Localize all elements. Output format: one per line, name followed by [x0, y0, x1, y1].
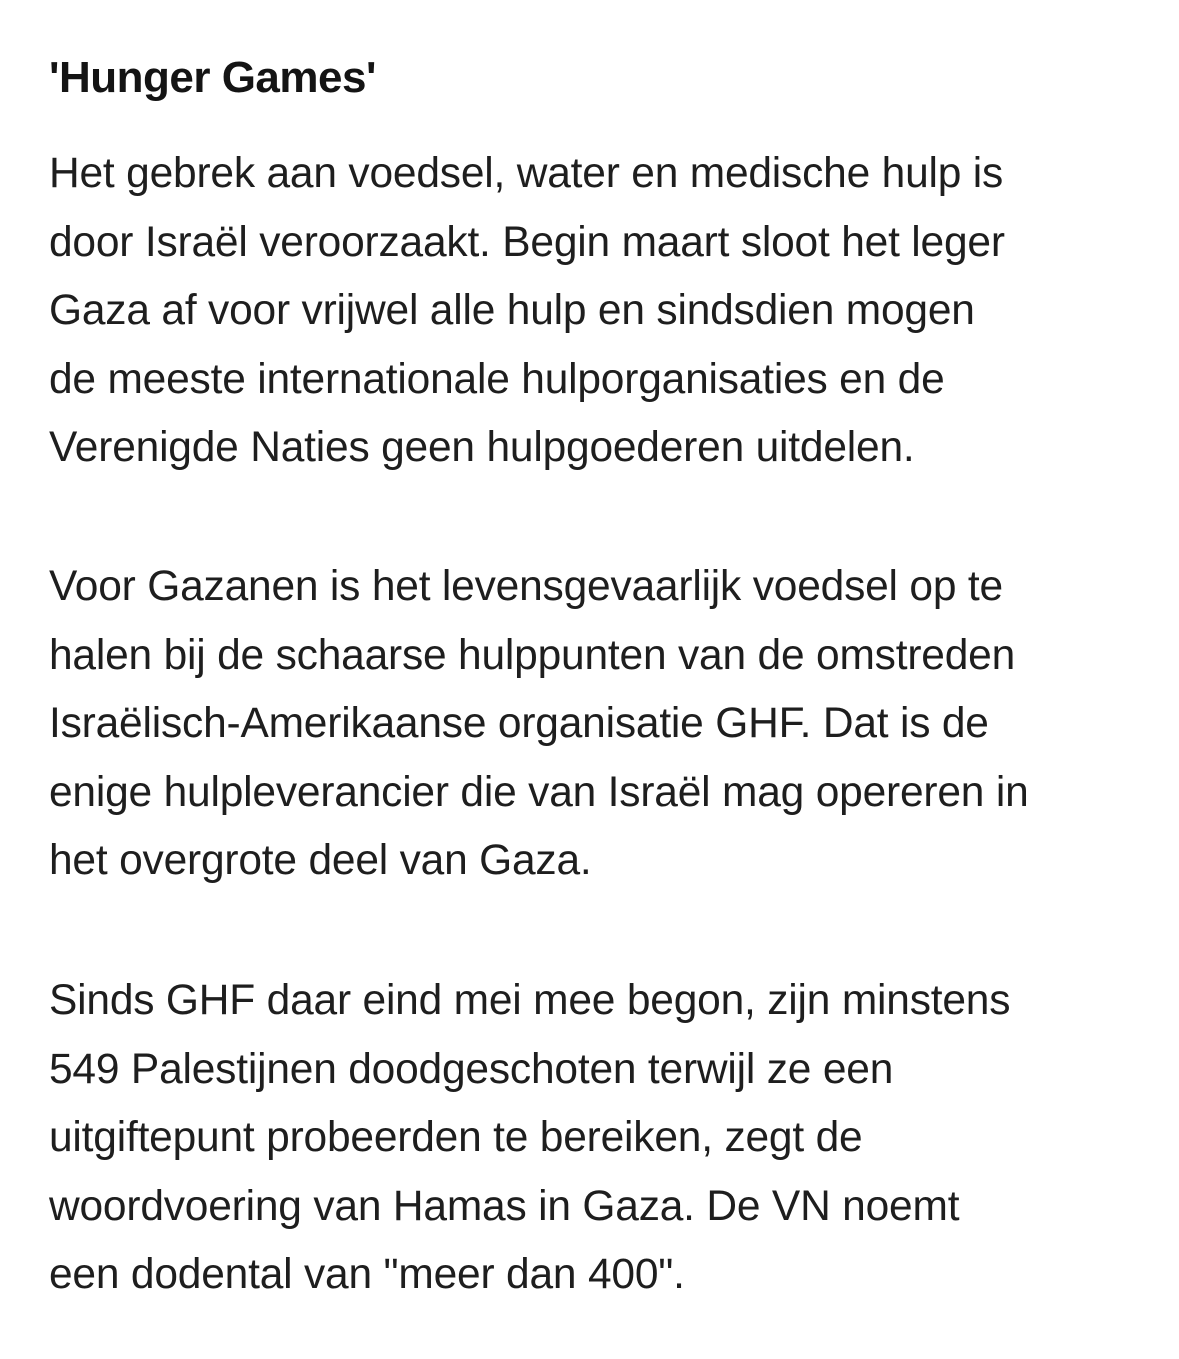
paragraph-line: een dodental van "meer dan 400".: [49, 1251, 685, 1298]
paragraph-line: Verenigde Naties geen hulpgoederen uitdelen.: [49, 424, 915, 471]
paragraph-casualties: [49, 967, 1010, 1310]
paragraph-line: door Israël veroorzaakt. Begin maart sloot het leger: [49, 218, 1005, 266]
paragraph-line: Gaza af voor vrijwel alle hulp en sindsdien mogen: [49, 287, 975, 334]
paragraph-line: woordvoering van Hamas in Gaza. De VN noemt: [49, 1182, 960, 1230]
paragraph-line: Israëlisch-Amerikaanse organisatie GHF. Dat is de: [49, 700, 989, 747]
paragraph-line: het overgrote deel van Gaza.: [49, 837, 592, 884]
paragraph-line: Sinds GHF daar eind mei mee begon, zijn minstens: [49, 977, 1011, 1024]
paragraph-aid-blockade: [49, 140, 1005, 483]
paragraph-line: halen bij de schaarse hulppunten van de omstreden: [49, 631, 1016, 679]
paragraph-line: 549 Palestijnen doodgeschoten terwijl ze een: [49, 1045, 894, 1093]
paragraph-line: enige hulpleverancier die van Israël mag opereren in: [49, 768, 1029, 816]
paragraph-line: Voor Gazanen is het levensgevaarlijk voedsel op te: [49, 563, 1003, 610]
paragraph-ghf-aid-points: [49, 553, 1029, 896]
paragraph-line: Het gebrek aan voedsel, water en medische hulp is: [49, 150, 1004, 197]
paragraph-line: de meeste internationale hulporganisaties en de: [49, 355, 945, 403]
paragraph-line: uitgiftepunt probeerden te bereiken, zegt de: [49, 1114, 863, 1161]
section-heading: 'Hunger Games': [49, 53, 376, 102]
